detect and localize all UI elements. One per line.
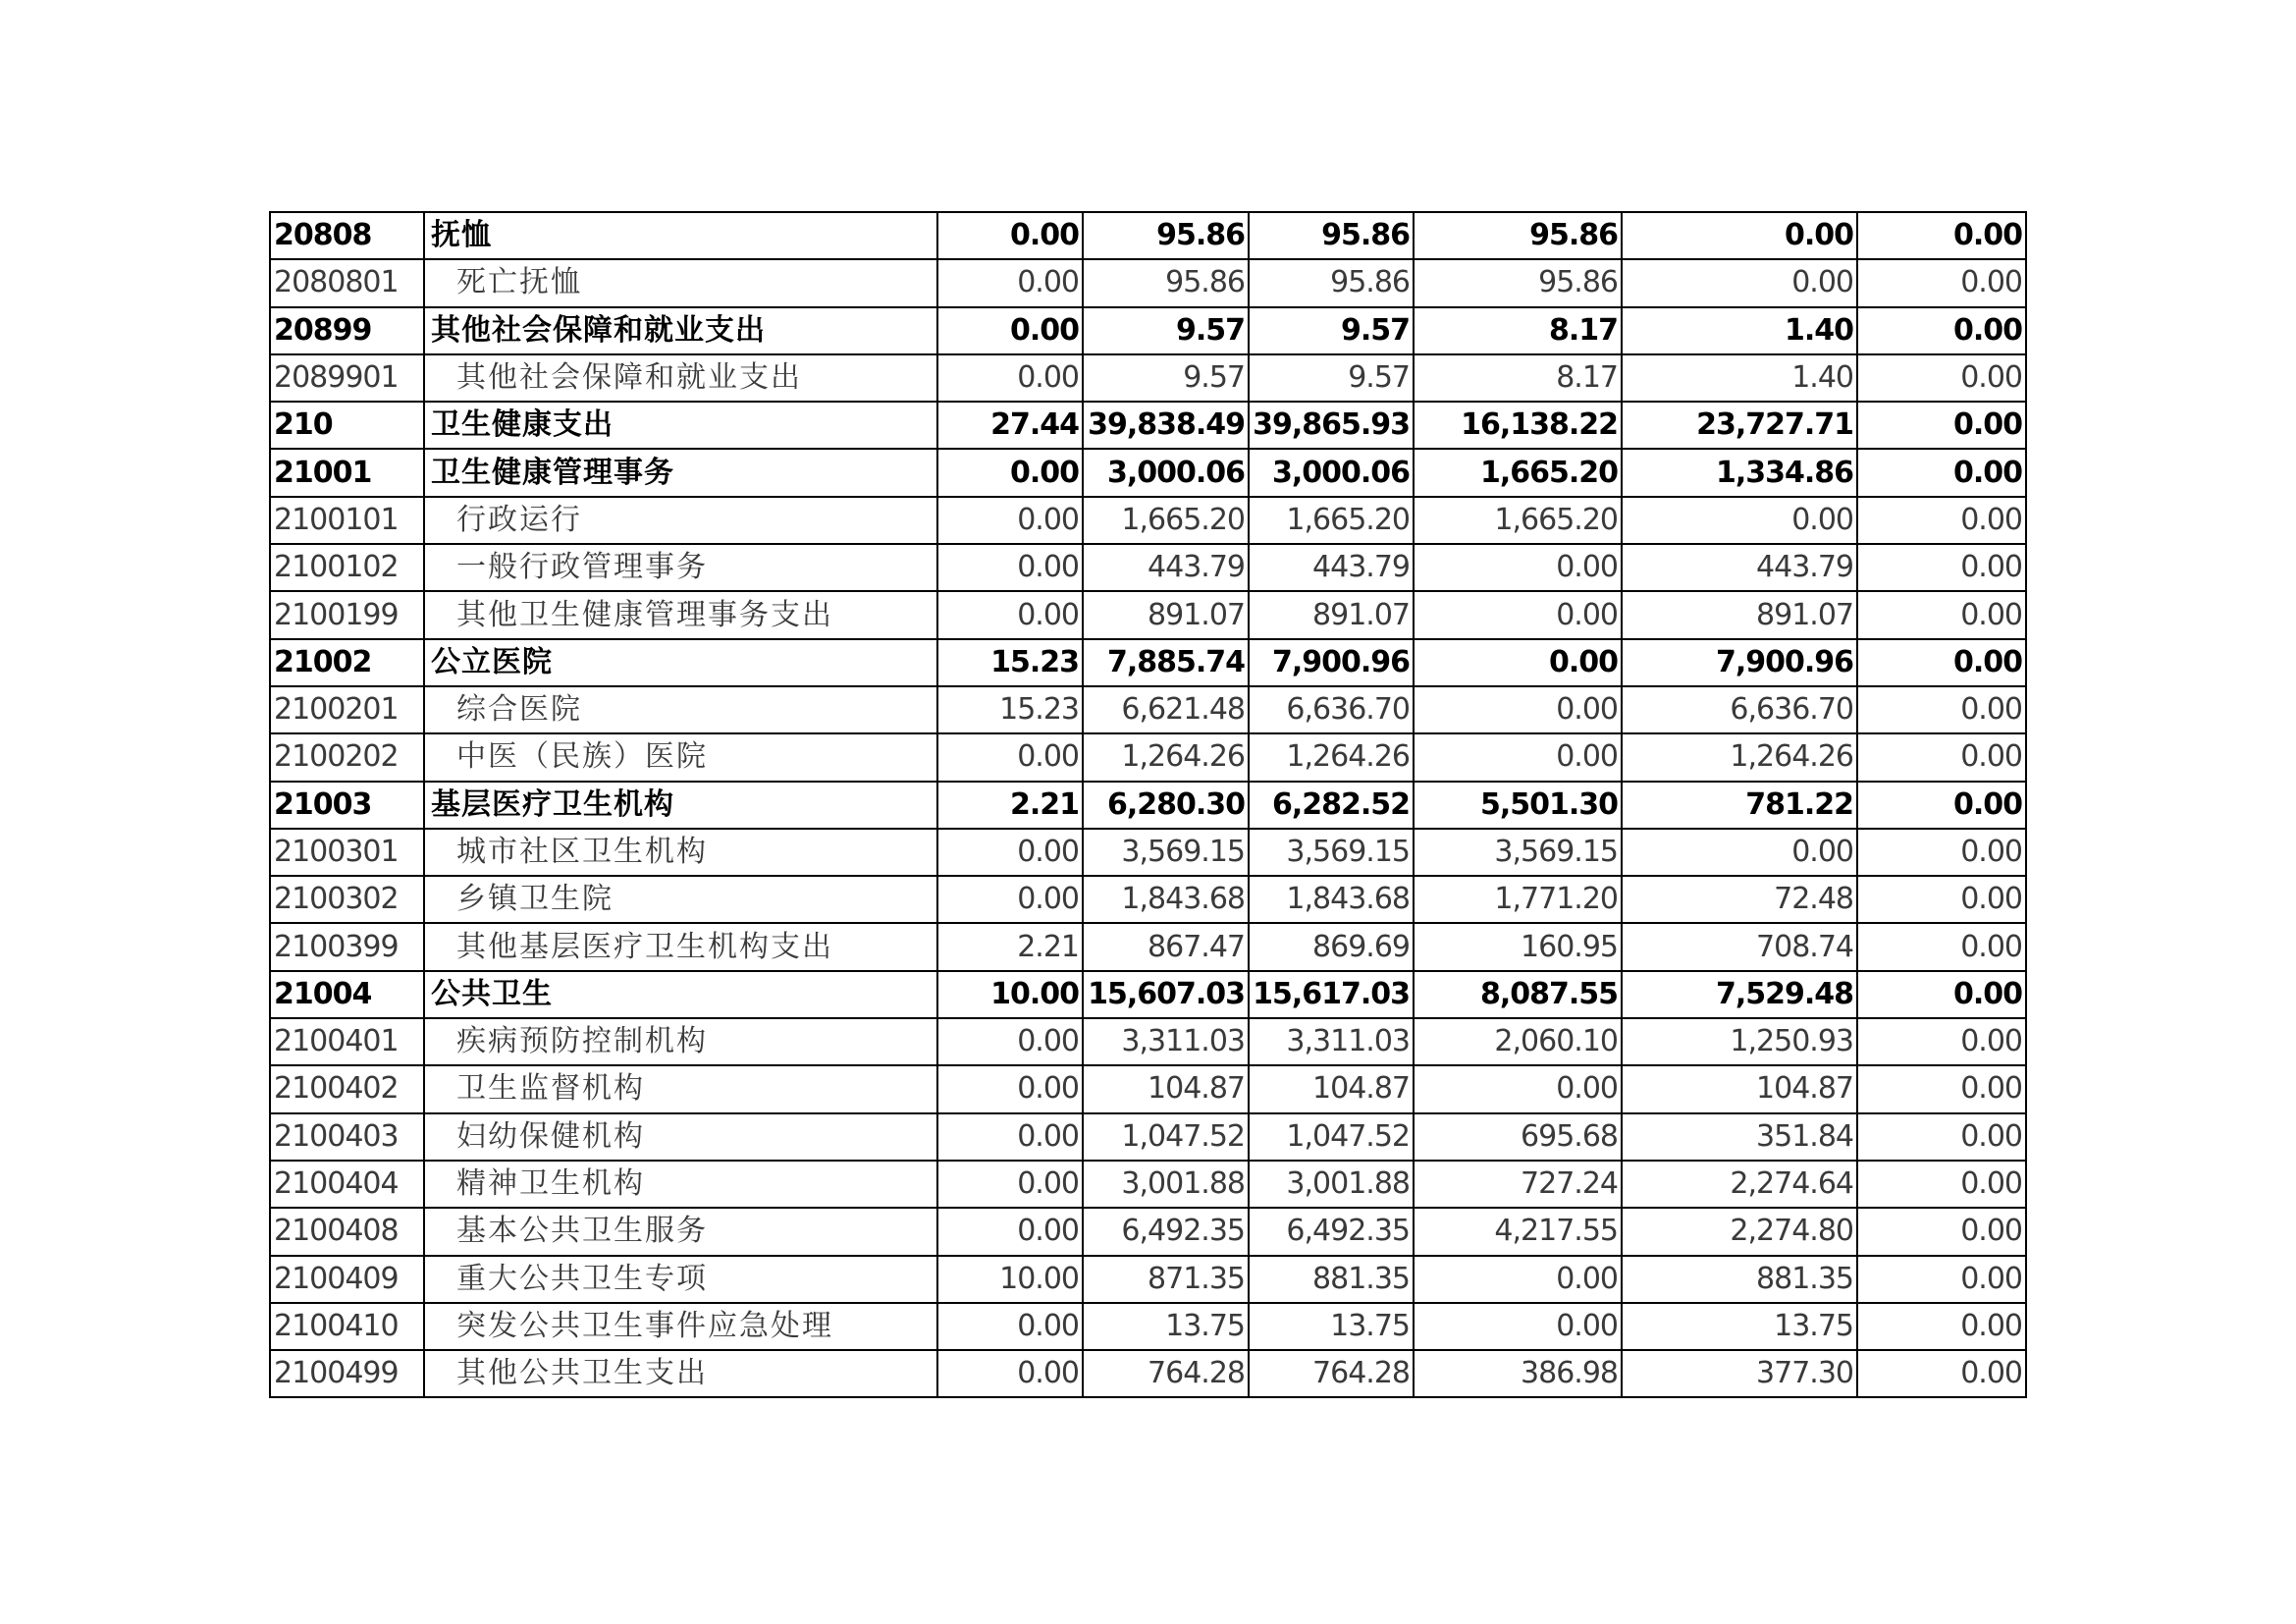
amount-cell: 1,264.26 <box>1249 733 1414 781</box>
amount-cell: 8,087.55 <box>1414 971 1622 1018</box>
amount-cell: 16,138.22 <box>1414 402 1622 449</box>
subject-code-cell: 2100202 <box>270 733 424 781</box>
amount-cell: 443.79 <box>1249 544 1414 591</box>
amount-cell: 8.17 <box>1414 354 1622 402</box>
amount-cell: 6,280.30 <box>1083 782 1249 829</box>
amount-cell: 7,529.48 <box>1622 971 1857 1018</box>
amount-cell: 0.00 <box>1857 1256 2026 1303</box>
amount-cell: 0.00 <box>1857 829 2026 876</box>
amount-cell: 0.00 <box>1622 259 1857 306</box>
table-row <box>270 1113 2026 1161</box>
subject-code-cell: 2089901 <box>270 354 424 402</box>
table-row <box>270 782 2026 829</box>
table-row <box>270 212 2026 259</box>
amount-cell: 0.00 <box>1857 497 2026 544</box>
amount-cell: 867.47 <box>1083 923 1249 970</box>
amount-cell: 95.86 <box>1414 212 1622 259</box>
amount-cell: 0.00 <box>937 449 1083 496</box>
subject-name-cell: 重大公共卫生专项 <box>424 1256 937 1303</box>
amount-cell: 3,311.03 <box>1083 1018 1249 1065</box>
amount-cell: 6,636.70 <box>1249 686 1414 733</box>
amount-cell: 351.84 <box>1622 1113 1857 1161</box>
subject-code-cell: 2100402 <box>270 1065 424 1112</box>
table-row <box>270 829 2026 876</box>
amount-cell: 3,569.15 <box>1414 829 1622 876</box>
amount-cell: 443.79 <box>1622 544 1857 591</box>
amount-cell: 0.00 <box>937 591 1083 638</box>
amount-cell: 0.00 <box>937 212 1083 259</box>
amount-cell: 0.00 <box>1857 259 2026 306</box>
amount-cell: 0.00 <box>1857 1065 2026 1112</box>
amount-cell: 0.00 <box>1857 591 2026 638</box>
amount-cell: 1,771.20 <box>1414 876 1622 923</box>
subject-code-cell: 2100401 <box>270 1018 424 1065</box>
amount-cell: 0.00 <box>1857 733 2026 781</box>
subject-name-cell: 乡镇卫生院 <box>424 876 937 923</box>
table-row <box>270 876 2026 923</box>
amount-cell: 0.00 <box>937 1018 1083 1065</box>
amount-cell: 8.17 <box>1414 307 1622 354</box>
amount-cell: 0.00 <box>1857 782 2026 829</box>
table-row <box>270 1065 2026 1112</box>
subject-code-cell: 2100403 <box>270 1113 424 1161</box>
amount-cell: 708.74 <box>1622 923 1857 970</box>
subject-name-cell: 卫生健康管理事务 <box>424 449 937 496</box>
subject-code-cell: 2100399 <box>270 923 424 970</box>
amount-cell: 0.00 <box>937 354 1083 402</box>
amount-cell: 0.00 <box>1857 1208 2026 1255</box>
amount-cell: 0.00 <box>1857 212 2026 259</box>
amount-cell: 3,000.06 <box>1249 449 1414 496</box>
subject-code-cell: 210 <box>270 402 424 449</box>
table-row <box>270 402 2026 449</box>
amount-cell: 869.69 <box>1249 923 1414 970</box>
subject-code-cell: 21002 <box>270 639 424 686</box>
amount-cell: 1,665.20 <box>1249 497 1414 544</box>
amount-cell: 1,665.20 <box>1414 449 1622 496</box>
table-row <box>270 449 2026 496</box>
amount-cell: 6,492.35 <box>1249 1208 1414 1255</box>
amount-cell: 0.00 <box>1414 1256 1622 1303</box>
amount-cell: 1,250.93 <box>1622 1018 1857 1065</box>
amount-cell: 0.00 <box>1857 639 2026 686</box>
amount-cell: 386.98 <box>1414 1350 1622 1397</box>
amount-cell: 0.00 <box>1414 544 1622 591</box>
table-row <box>270 639 2026 686</box>
amount-cell: 871.35 <box>1083 1256 1249 1303</box>
amount-cell: 1,334.86 <box>1622 449 1857 496</box>
subject-code-cell: 21001 <box>270 449 424 496</box>
amount-cell: 3,569.15 <box>1249 829 1414 876</box>
subject-name-cell: 其他基层医疗卫生机构支出 <box>424 923 937 970</box>
amount-cell: 0.00 <box>937 733 1083 781</box>
amount-cell: 0.00 <box>937 1303 1083 1350</box>
table-row <box>270 259 2026 306</box>
budget-expenditure-table <box>269 211 2027 1398</box>
subject-name-cell: 综合医院 <box>424 686 937 733</box>
amount-cell: 15,607.03 <box>1083 971 1249 1018</box>
amount-cell: 104.87 <box>1083 1065 1249 1112</box>
amount-cell: 13.75 <box>1249 1303 1414 1350</box>
amount-cell: 5,501.30 <box>1414 782 1622 829</box>
subject-code-cell: 20808 <box>270 212 424 259</box>
amount-cell: 0.00 <box>1857 1113 2026 1161</box>
subject-name-cell: 抚恤 <box>424 212 937 259</box>
subject-code-cell: 20899 <box>270 307 424 354</box>
table-row <box>270 307 2026 354</box>
subject-name-cell: 一般行政管理事务 <box>424 544 937 591</box>
amount-cell: 2,274.80 <box>1622 1208 1857 1255</box>
amount-cell: 1,665.20 <box>1414 497 1622 544</box>
subject-code-cell: 2100408 <box>270 1208 424 1255</box>
subject-name-cell: 基本公共卫生服务 <box>424 1208 937 1255</box>
amount-cell: 443.79 <box>1083 544 1249 591</box>
amount-cell: 7,885.74 <box>1083 639 1249 686</box>
amount-cell: 0.00 <box>1622 497 1857 544</box>
subject-code-cell: 21004 <box>270 971 424 1018</box>
amount-cell: 0.00 <box>1857 1161 2026 1208</box>
amount-cell: 0.00 <box>1857 686 2026 733</box>
amount-cell: 727.24 <box>1414 1161 1622 1208</box>
amount-cell: 0.00 <box>1857 449 2026 496</box>
subject-code-cell: 2100410 <box>270 1303 424 1350</box>
amount-cell: 3,569.15 <box>1083 829 1249 876</box>
table-row <box>270 733 2026 781</box>
amount-cell: 0.00 <box>937 544 1083 591</box>
subject-code-cell: 2080801 <box>270 259 424 306</box>
subject-name-cell: 死亡抚恤 <box>424 259 937 306</box>
amount-cell: 1,843.68 <box>1249 876 1414 923</box>
subject-code-cell: 2100201 <box>270 686 424 733</box>
amount-cell: 0.00 <box>937 829 1083 876</box>
amount-cell: 881.35 <box>1622 1256 1857 1303</box>
table-row <box>270 1350 2026 1397</box>
amount-cell: 10.00 <box>937 1256 1083 1303</box>
budget-table-page <box>269 211 2025 1398</box>
subject-code-cell: 2100302 <box>270 876 424 923</box>
amount-cell: 9.57 <box>1249 307 1414 354</box>
amount-cell: 1,047.52 <box>1083 1113 1249 1161</box>
amount-cell: 0.00 <box>1414 733 1622 781</box>
amount-cell: 0.00 <box>1414 1065 1622 1112</box>
amount-cell: 9.57 <box>1249 354 1414 402</box>
amount-cell: 13.75 <box>1622 1303 1857 1350</box>
amount-cell: 0.00 <box>1622 212 1857 259</box>
amount-cell: 3,000.06 <box>1083 449 1249 496</box>
amount-cell: 6,621.48 <box>1083 686 1249 733</box>
subject-name-cell: 其他公共卫生支出 <box>424 1350 937 1397</box>
amount-cell: 95.86 <box>1083 212 1249 259</box>
amount-cell: 0.00 <box>937 259 1083 306</box>
subject-name-cell: 其他卫生健康管理事务支出 <box>424 591 937 638</box>
subject-name-cell: 其他社会保障和就业支出 <box>424 354 937 402</box>
amount-cell: 2,274.64 <box>1622 1161 1857 1208</box>
amount-cell: 2.21 <box>937 782 1083 829</box>
amount-cell: 1.40 <box>1622 307 1857 354</box>
amount-cell: 764.28 <box>1083 1350 1249 1397</box>
subject-name-cell: 中医（民族）医院 <box>424 733 937 781</box>
amount-cell: 0.00 <box>937 1161 1083 1208</box>
amount-cell: 7,900.96 <box>1622 639 1857 686</box>
amount-cell: 0.00 <box>937 1208 1083 1255</box>
amount-cell: 0.00 <box>1857 544 2026 591</box>
table-row <box>270 591 2026 638</box>
amount-cell: 15.23 <box>937 639 1083 686</box>
amount-cell: 0.00 <box>1414 1303 1622 1350</box>
amount-cell: 95.86 <box>1414 259 1622 306</box>
amount-cell: 0.00 <box>1857 971 2026 1018</box>
table-row <box>270 971 2026 1018</box>
table-row <box>270 923 2026 970</box>
amount-cell: 39,838.49 <box>1083 402 1249 449</box>
amount-cell: 377.30 <box>1622 1350 1857 1397</box>
amount-cell: 6,636.70 <box>1622 686 1857 733</box>
amount-cell: 1.40 <box>1622 354 1857 402</box>
subject-name-cell: 公立医院 <box>424 639 937 686</box>
amount-cell: 6,492.35 <box>1083 1208 1249 1255</box>
subject-name-cell: 卫生监督机构 <box>424 1065 937 1112</box>
table-row <box>270 1161 2026 1208</box>
amount-cell: 95.86 <box>1083 259 1249 306</box>
amount-cell: 1,843.68 <box>1083 876 1249 923</box>
amount-cell: 95.86 <box>1249 212 1414 259</box>
table-row <box>270 1303 2026 1350</box>
amount-cell: 891.07 <box>1083 591 1249 638</box>
amount-cell: 13.75 <box>1083 1303 1249 1350</box>
subject-name-cell: 其他社会保障和就业支出 <box>424 307 937 354</box>
amount-cell: 9.57 <box>1083 307 1249 354</box>
subject-name-cell: 妇幼保健机构 <box>424 1113 937 1161</box>
subject-code-cell: 2100101 <box>270 497 424 544</box>
amount-cell: 0.00 <box>1414 591 1622 638</box>
subject-name-cell: 卫生健康支出 <box>424 402 937 449</box>
table-row <box>270 354 2026 402</box>
subject-name-cell: 行政运行 <box>424 497 937 544</box>
amount-cell: 104.87 <box>1622 1065 1857 1112</box>
amount-cell: 4,217.55 <box>1414 1208 1622 1255</box>
amount-cell: 9.57 <box>1083 354 1249 402</box>
amount-cell: 0.00 <box>1857 402 2026 449</box>
subject-code-cell: 2100404 <box>270 1161 424 1208</box>
amount-cell: 891.07 <box>1249 591 1414 638</box>
amount-cell: 0.00 <box>1857 307 2026 354</box>
amount-cell: 27.44 <box>937 402 1083 449</box>
amount-cell: 0.00 <box>1857 1303 2026 1350</box>
amount-cell: 781.22 <box>1622 782 1857 829</box>
amount-cell: 0.00 <box>937 1065 1083 1112</box>
amount-cell: 39,865.93 <box>1249 402 1414 449</box>
amount-cell: 15,617.03 <box>1249 971 1414 1018</box>
amount-cell: 2.21 <box>937 923 1083 970</box>
amount-cell: 0.00 <box>1414 686 1622 733</box>
table-row <box>270 1208 2026 1255</box>
amount-cell: 1,264.26 <box>1083 733 1249 781</box>
amount-cell: 1,047.52 <box>1249 1113 1414 1161</box>
subject-code-cell: 21003 <box>270 782 424 829</box>
amount-cell: 6,282.52 <box>1249 782 1414 829</box>
subject-code-cell: 2100499 <box>270 1350 424 1397</box>
subject-name-cell: 精神卫生机构 <box>424 1161 937 1208</box>
amount-cell: 0.00 <box>1857 923 2026 970</box>
table-row <box>270 1018 2026 1065</box>
amount-cell: 1,264.26 <box>1622 733 1857 781</box>
amount-cell: 0.00 <box>937 307 1083 354</box>
amount-cell: 3,311.03 <box>1249 1018 1414 1065</box>
amount-cell: 104.87 <box>1249 1065 1414 1112</box>
amount-cell: 891.07 <box>1622 591 1857 638</box>
subject-name-cell: 基层医疗卫生机构 <box>424 782 937 829</box>
amount-cell: 0.00 <box>937 1113 1083 1161</box>
table-row <box>270 1256 2026 1303</box>
amount-cell: 0.00 <box>1857 354 2026 402</box>
table-row <box>270 686 2026 733</box>
amount-cell: 695.68 <box>1414 1113 1622 1161</box>
amount-cell: 72.48 <box>1622 876 1857 923</box>
subject-name-cell: 公共卫生 <box>424 971 937 1018</box>
amount-cell: 2,060.10 <box>1414 1018 1622 1065</box>
subject-name-cell: 城市社区卫生机构 <box>424 829 937 876</box>
amount-cell: 160.95 <box>1414 923 1622 970</box>
amount-cell: 3,001.88 <box>1083 1161 1249 1208</box>
amount-cell: 881.35 <box>1249 1256 1414 1303</box>
amount-cell: 1,665.20 <box>1083 497 1249 544</box>
subject-code-cell: 2100301 <box>270 829 424 876</box>
amount-cell: 23,727.71 <box>1622 402 1857 449</box>
amount-cell: 3,001.88 <box>1249 1161 1414 1208</box>
table-row <box>270 497 2026 544</box>
amount-cell: 0.00 <box>937 876 1083 923</box>
subject-name-cell: 突发公共卫生事件应急处理 <box>424 1303 937 1350</box>
amount-cell: 0.00 <box>1414 639 1622 686</box>
table-body <box>270 212 2026 1397</box>
amount-cell: 0.00 <box>1857 1350 2026 1397</box>
subject-code-cell: 2100102 <box>270 544 424 591</box>
amount-cell: 0.00 <box>1857 1018 2026 1065</box>
table-row <box>270 544 2026 591</box>
amount-cell: 0.00 <box>937 1350 1083 1397</box>
amount-cell: 0.00 <box>937 497 1083 544</box>
amount-cell: 10.00 <box>937 971 1083 1018</box>
subject-code-cell: 2100409 <box>270 1256 424 1303</box>
amount-cell: 7,900.96 <box>1249 639 1414 686</box>
amount-cell: 0.00 <box>1622 829 1857 876</box>
amount-cell: 764.28 <box>1249 1350 1414 1397</box>
amount-cell: 0.00 <box>1857 876 2026 923</box>
subject-code-cell: 2100199 <box>270 591 424 638</box>
amount-cell: 95.86 <box>1249 259 1414 306</box>
subject-name-cell: 疾病预防控制机构 <box>424 1018 937 1065</box>
amount-cell: 15.23 <box>937 686 1083 733</box>
